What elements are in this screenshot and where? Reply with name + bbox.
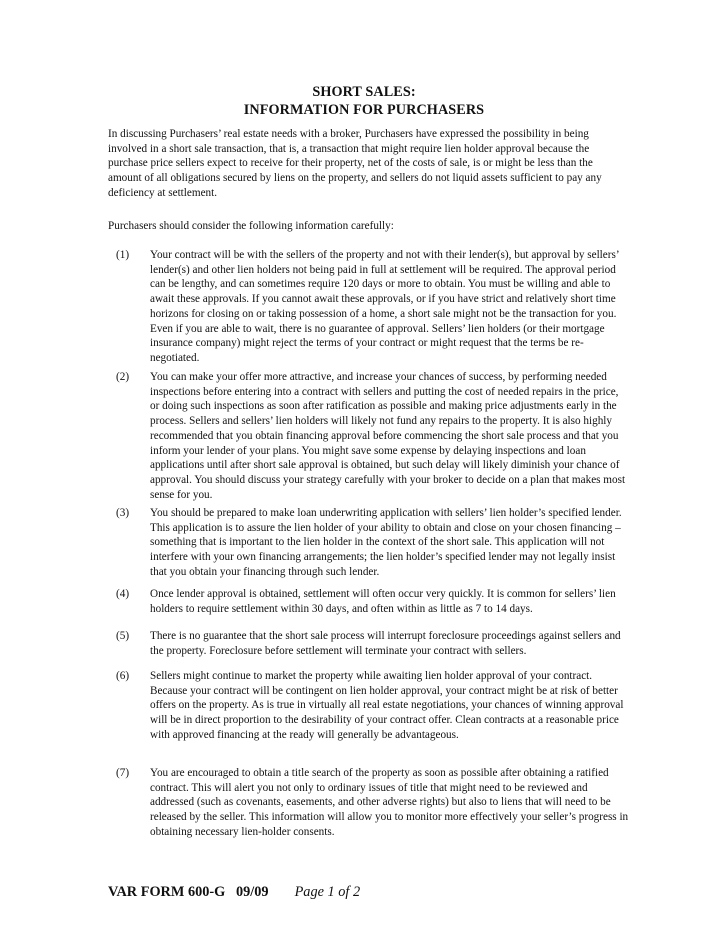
item-text: There is no guarantee that the short sale process will interrupt foreclosure proceedings against sellers and the property. Foreclosure before settlement will terminate your contract with sellers. [150,630,621,657]
item-text: You are encouraged to obtain a title search of the property as soon as possible after obtaining a ratified contract. This will alert you not only to ordinary issues of title that might need to be reviewed and addressed (such as covenants, easements, and other adverse rights) but also to liens that will need to be released by the seller. This information will allow you to monitor more effectively your seller’s progress in obtaining necessary lien-holder consents. [150,767,629,838]
item-text: Once lender approval is obtained, settlement will often occur very quickly. It is common for sellers’ lien holders to require settlement within 30 days, and often within as little as 7 to 14 days. [150,588,616,615]
item-number: (3) [116,507,130,519]
consider-paragraph: Purchasers should consider the following information carefully: [108,220,394,232]
item-text: Your contract will be with the sellers of the property and not with their lender(s), but approval by sellers’ lender(s) and other lien holders not being paid in full at settlement will be required. The approval period can be lengthy, and can sometimes require 120 days or more to obtain. You must be willing and able to await these approvals. If you cannot await these approvals, or if you have strict and relatively short time horizons for closing on or taking possession of a home, a short sale might not be the transaction for you. Even if you are able to wait, there is no guarantee of approval. Sellers’ lien holders (or their mortgage insurance company) might reject the terms of your contract or might request that the terms be re-negotiated. [150,249,619,364]
item-number: (7) [116,767,130,779]
item-text: Sellers might continue to market the property while awaiting lien holder approval of your contract. Because your contract will be contingent on lien holder approval, your contract might be at risk of better offers on the property. As is true in virtually all real estate negotiations, your chances of winning approval will be in direct proportion to the desirability of your contract offer. Clean contracts at a reasonable price with approved financing at the ready will generally be advantageous. [150,670,624,741]
page-footer [108,884,360,901]
item-text: You should be prepared to make loan underwriting application with sellers’ lien holder’s specified lender. This application is to assure the lien holder of your ability to obtain and close on your chosen financing – something that is important to the lien holder in the context of the short sale. This application will not interfere with your own financing arrangements; the lien holder’s specified lender may not legally insist that you obtain your financing through such lender. [150,507,622,578]
item-number: (2) [116,371,130,383]
form-number: VAR FORM 600-G 09/09 [108,884,269,900]
item-text: You can make your offer more attractive, and increase your chances of success, by performing needed inspections before entering into a contract with sellers and putting the cost of needed repairs in the price, or doing such inspections as soon after ratification as possible and making price adjustments early in the process. Sellers and sellers’ lien holders will likely not fund any repairs to the property. It is also highly recommended that you obtain financing approval before commencing the short sale process and that you inform your lender of your plans. You might save some expense by delaying inspections and loan applications until after short sale approval is obtained, but such delay will likely diminish your chance of approval. You should discuss your strategy carefully with your broker to decide on a plan that makes most sense for you. [150,371,626,501]
intro-paragraph: In discussing Purchasers’ real estate needs with a broker, Purchasers have expressed the possibility in being involved in a short sale transaction, that is, a transaction that might require lien holder approval because the purchase price sellers expect to receive for their property, net of the costs of sale, is or might be less than the amount of all obligations secured by liens on the property, and sellers do not liquid assets sufficient to pay any deficiency at settlement. [108,128,602,199]
document-subtitle: INFORMATION FOR PURCHASERS [243,102,485,118]
page-number: Page 1 of 2 [294,884,361,900]
item-number: (4) [116,588,130,600]
document-title: SHORT SALES: [312,84,416,100]
item-number: (1) [116,249,130,261]
item-number: (5) [116,630,130,642]
item-number: (6) [116,670,130,682]
